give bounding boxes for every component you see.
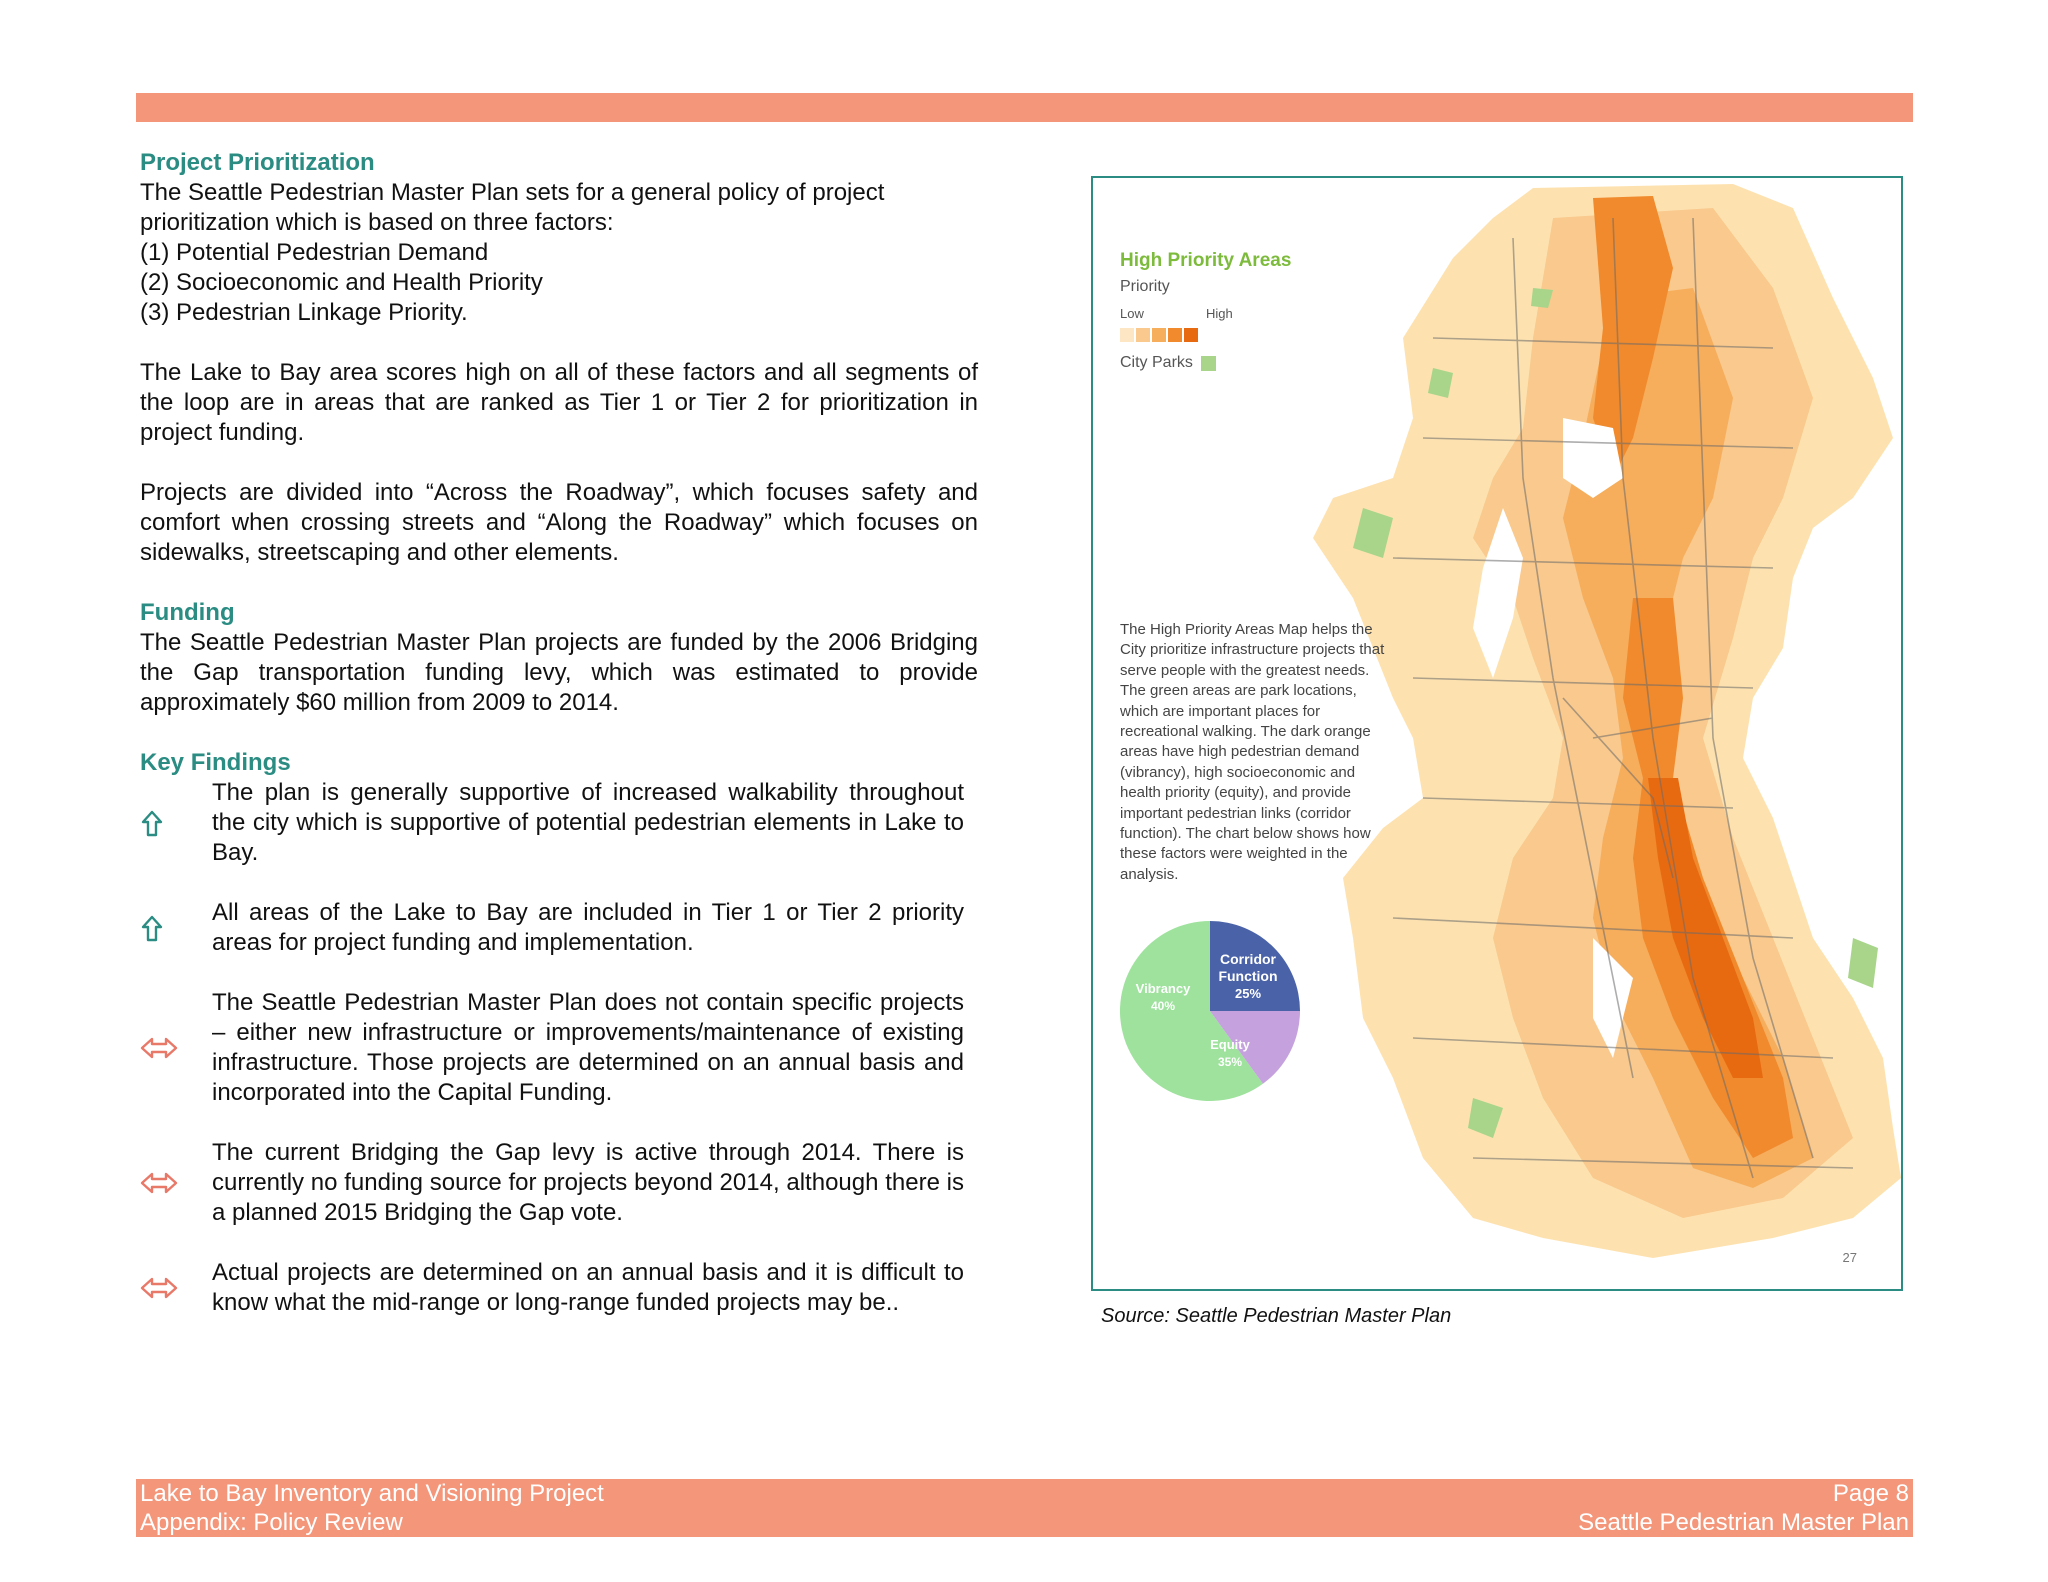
svg-text:35% bbox=[1218, 1055, 1242, 1069]
section-heading-funding: Funding bbox=[140, 599, 235, 626]
key-finding-text: All areas of the Lake to Bay are included in Tier 1 or Tier 2 priority areas for project funding and implementation. bbox=[212, 899, 964, 956]
legend-low-label: Low bbox=[1120, 306, 1144, 321]
key-finding-item bbox=[140, 778, 964, 868]
header-accent-bar bbox=[136, 93, 1913, 122]
svg-text:Function bbox=[1218, 968, 1277, 984]
pie-pct-vibrancy: 40% bbox=[1150, 999, 1176, 1013]
svg-text:40% bbox=[1151, 999, 1175, 1013]
legend-high-label: High bbox=[1206, 306, 1233, 321]
legend-priority-label: Priority bbox=[1120, 278, 1170, 295]
prioritization-paragraph-2: The Lake to Bay area scores high on all of these factors and all segments of the loop are in areas that are ranked as Tier 1 or Tier 2 for prioritization in project funding. bbox=[140, 359, 978, 446]
footer-bar bbox=[136, 1479, 1913, 1537]
key-finding-text: Actual projects are determined on an annual basis and it is difficult to know what the mid-range or long-range funded projects may be.. bbox=[212, 1259, 964, 1316]
footer-page-number: Page 8 bbox=[1832, 1480, 1909, 1507]
svg-text:Corridor bbox=[1220, 951, 1277, 967]
factor-item: (3) Pedestrian Linkage Priority. bbox=[140, 299, 468, 326]
key-finding-text: The Seattle Pedestrian Master Plan does not contain specific projects – either new infrastructure or improvements/maintenance of existing infrastructure. Those projects are determined on an annual basis and incorporated into the Capital Funding. bbox=[212, 989, 964, 1106]
map-legend bbox=[1120, 250, 1291, 372]
prioritization-intro: The Seattle Pedestrian Master Plan sets for a general policy of project prioritization which is based on three factors: bbox=[140, 179, 885, 236]
map-caption: The High Priority Areas Map helps the City prioritize infrastructure projects that serve people with the greatest needs. The green areas are park locations, which are important places for recreational walking. The dark orange areas have high pedestrian demand (vibrancy), high socioeconomic and health priority (equity), and provide important pedestrian links (corridor function). The chart below shows how these factors were weighted in the analysis. bbox=[1120, 621, 1385, 883]
map-page-number: 27 bbox=[1842, 1250, 1857, 1265]
section-heading-key-findings: Key Findings bbox=[140, 749, 291, 776]
figure-source: Source: Seattle Pedestrian Master Plan bbox=[1101, 1305, 1452, 1327]
left-right-arrow-icon bbox=[140, 1273, 180, 1303]
key-finding-item bbox=[140, 1138, 964, 1228]
legend-swatch bbox=[1184, 328, 1198, 342]
footer-project-title: Lake to Bay Inventory and Visioning Project bbox=[140, 1480, 604, 1507]
legend-swatch bbox=[1136, 328, 1150, 342]
legend-swatch bbox=[1120, 328, 1134, 342]
key-finding-item bbox=[140, 898, 964, 958]
pie-label-function: Function bbox=[1218, 968, 1278, 984]
legend-swatch bbox=[1152, 328, 1166, 342]
pie-pct-equity: 35% bbox=[1217, 1055, 1243, 1069]
pie-label-corridor: Corridor bbox=[1220, 951, 1276, 967]
factor-item: (1) Potential Pedestrian Demand bbox=[140, 239, 489, 266]
priority-map-figure bbox=[1091, 176, 1903, 1291]
factor-item: (2) Socioeconomic and Health Priority bbox=[140, 269, 543, 296]
footer-right bbox=[1578, 1479, 1909, 1537]
svg-text:25% bbox=[1235, 986, 1261, 1001]
up-arrow-icon bbox=[140, 808, 180, 838]
legend-parks bbox=[1120, 354, 1291, 372]
key-finding-item bbox=[140, 988, 964, 1108]
svg-text:Vibrancy bbox=[1136, 981, 1191, 996]
prioritization-paragraph-3: Projects are divided into “Across the Roadway”, which focuses safety and comfort when crossing streets and “Along the Roadway” which focuses on sidewalks, streetscaping and other elements. bbox=[140, 479, 978, 566]
legend-scale-labels bbox=[1120, 306, 1240, 324]
pie-pct-corridor: 25% bbox=[1234, 986, 1262, 1001]
legend-parks-swatch bbox=[1201, 356, 1216, 371]
legend-priority-swatches bbox=[1120, 328, 1291, 342]
up-arrow-icon bbox=[140, 913, 180, 943]
key-finding-text: The plan is generally supportive of increased walkability throughout the city which is supportive of potential pedestrian elements in Lake to Bay. bbox=[212, 779, 964, 866]
pie-label-vibrancy: Vibrancy bbox=[1135, 981, 1191, 996]
key-finding-text: The current Bridging the Gap levy is active through 2014. There is currently no funding source for projects beyond 2014, although there is a planned 2015 Bridging the Gap vote. bbox=[212, 1139, 964, 1226]
left-right-arrow-icon bbox=[140, 1033, 180, 1063]
legend-swatch bbox=[1168, 328, 1182, 342]
legend-parks-label: City Parks bbox=[1120, 354, 1193, 371]
svg-text:Equity bbox=[1210, 1037, 1250, 1052]
section-heading-prioritization: Project Prioritization bbox=[140, 149, 375, 176]
funding-paragraph: The Seattle Pedestrian Master Plan projects are funded by the 2006 Bridging the Gap transportation funding levy, which was estimated to provide approximately $60 million from 2009 to 2014. bbox=[140, 629, 978, 716]
footer-left bbox=[140, 1479, 604, 1537]
pie-label-equity: Equity bbox=[1210, 1037, 1250, 1052]
left-right-arrow-icon bbox=[140, 1168, 180, 1198]
weighting-pie-chart bbox=[1117, 918, 1307, 1108]
key-finding-item bbox=[140, 1258, 964, 1318]
footer-section-title: Seattle Pedestrian Master Plan bbox=[1578, 1509, 1909, 1536]
legend-title: High Priority Areas bbox=[1120, 250, 1292, 271]
main-text-column bbox=[140, 148, 978, 1318]
footer-appendix: Appendix: Policy Review bbox=[140, 1509, 403, 1536]
